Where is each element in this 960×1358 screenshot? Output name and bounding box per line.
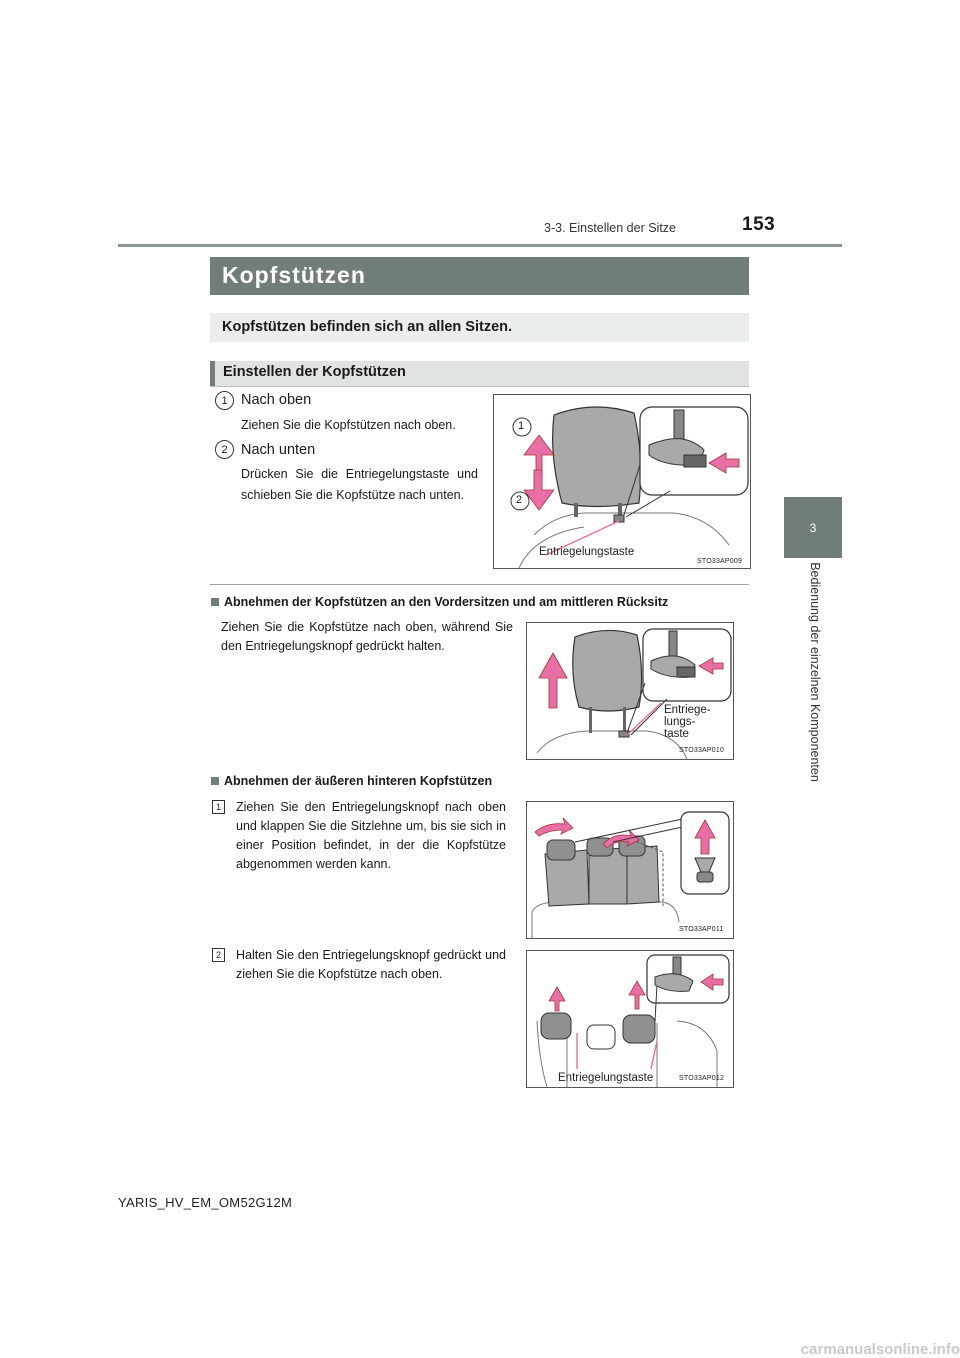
- subheading-adjust: Einstellen der Kopfstützen: [223, 364, 406, 380]
- figure-code: STO33AP010: [679, 747, 725, 754]
- chapter-title: Bedienung der einzelnen Komponenten: [808, 562, 822, 782]
- watermark: carmanualsonline.info: [800, 1341, 960, 1358]
- front-removal-illustration: [527, 623, 733, 759]
- figure-front-removal: [526, 622, 734, 760]
- bullet-square-icon: [211, 777, 219, 785]
- step-body-2: Halten Sie den Entriegelungsknopf gedrückt und ziehen Sie die Kopfstütze nach oben.: [236, 948, 506, 981]
- heading-outer-removal-text: Abnehmen der äußeren hinteren Kopfstützen: [224, 774, 493, 788]
- step-number-2: 2: [212, 948, 225, 962]
- step-number-1: 1: [212, 800, 225, 814]
- step-body-1: Ziehen Sie den Entriegelungsknopf nach oben und klappen Sie die Sitzlehne um, bis sie sich in einer Position befindet, in der die Kopfstütze abgenommen werden kann.: [236, 800, 506, 871]
- heading-outer-removal: [211, 774, 751, 788]
- header-rule: [118, 244, 842, 247]
- subheading-accent: [210, 361, 215, 386]
- figure-callout-line-1: Entriege-: [664, 704, 711, 716]
- figure-callout-release-button: Entriegelungstaste: [558, 1072, 654, 1084]
- item-head-down: Nach unten: [241, 442, 316, 458]
- figure-callout-line-2: lungs-: [664, 716, 696, 728]
- remove-outer-headrest-illustration: [527, 951, 733, 1087]
- body-front-removal: Ziehen Sie die Kopfstütze nach oben, während Sie den Entriegelungsknopf gedrückt halten.: [221, 620, 513, 653]
- heading-front-removal: [211, 595, 751, 609]
- fold-seatback-illustration: [527, 802, 733, 938]
- figure-code: STO33AP011: [679, 926, 724, 933]
- figure-fold-seatback: [526, 801, 734, 939]
- figure-marker-2: 2: [516, 494, 523, 506]
- item-body-up: Ziehen Sie die Kopfstützen nach oben.: [241, 418, 456, 432]
- chapter-number: 3: [809, 520, 817, 535]
- page-number: 153: [742, 214, 776, 235]
- figure-remove-outer-headrest: [526, 950, 734, 1088]
- section-reference: 3-3. Einstellen der Sitze: [544, 221, 677, 235]
- summary-text: Kopfstützen befinden sich an allen Sitzen.: [222, 319, 513, 335]
- figure-code: STO33AP012: [679, 1075, 725, 1082]
- figure-callout-line-3: taste: [664, 728, 689, 740]
- section-separator: [210, 584, 749, 585]
- bullet-square-icon: [211, 598, 219, 606]
- figure-marker-1: 1: [518, 420, 525, 432]
- item-head-up: Nach oben: [241, 392, 312, 408]
- figure-adjust-headrest: [493, 394, 751, 569]
- item-body-down: Drücken Sie die Entriegelungstaste und schieben Sie die Kopfstütze nach unten.: [241, 467, 478, 502]
- document-code: YARIS_HV_EM_OM52G12M: [118, 1195, 293, 1210]
- figure-code: STO33AP009: [697, 558, 743, 565]
- headrest-adjust-illustration: [494, 395, 750, 568]
- heading-front-removal-text: Abnehmen der Kopfstützen an den Vordersitzen und am mittleren Rücksitz: [224, 595, 669, 609]
- figure-callout-release-button: Entriegelungstaste: [539, 546, 635, 558]
- item-number-2: 2: [215, 440, 234, 459]
- item-number-1: 1: [215, 391, 234, 410]
- page-title: Kopfstützen: [222, 262, 366, 288]
